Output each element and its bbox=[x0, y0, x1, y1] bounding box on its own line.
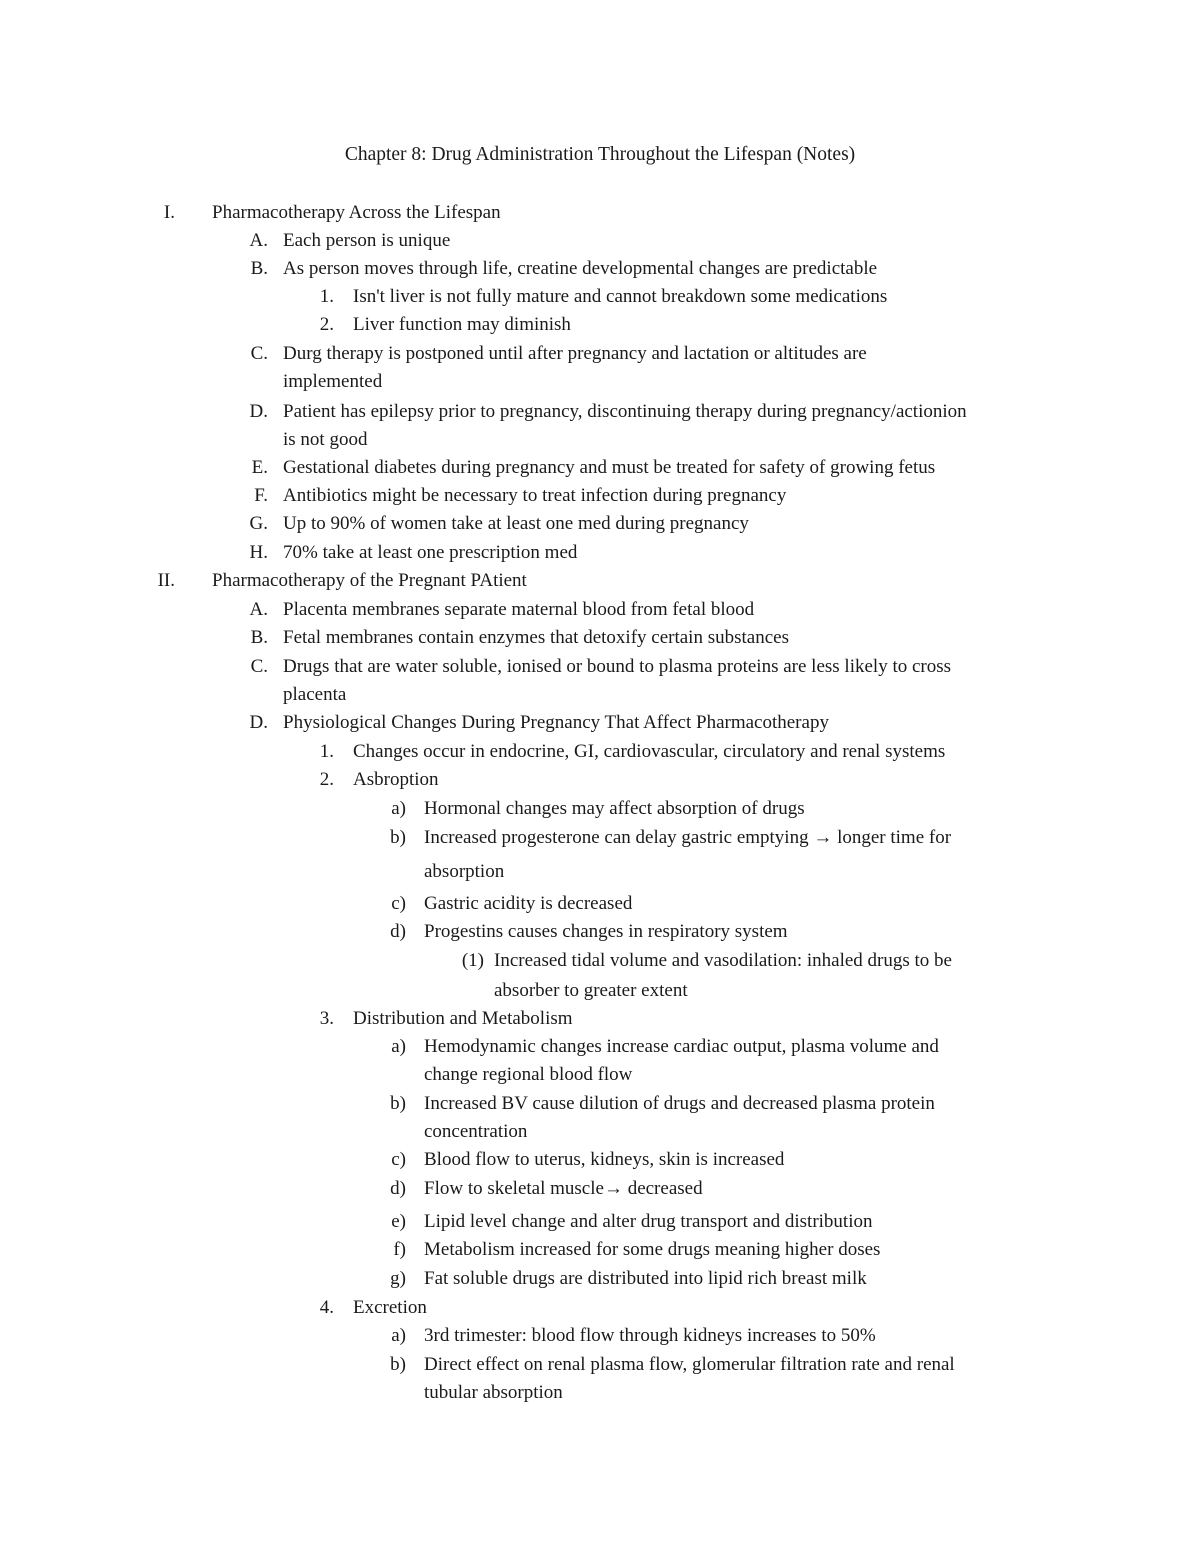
list-item: Flow to skeletal muscle→ decreased bbox=[424, 1178, 703, 1199]
outline-marker: D. bbox=[249, 401, 268, 422]
outline-marker: B. bbox=[250, 627, 268, 648]
section-heading: Pharmacotherapy of the Pregnant PAtient bbox=[212, 570, 527, 591]
outline-marker: d) bbox=[390, 1178, 406, 1199]
list-item: 70% take at least one prescription med bbox=[283, 542, 578, 563]
outline-marker: A. bbox=[249, 599, 268, 620]
outline-marker: C. bbox=[250, 656, 268, 677]
list-item-continuation: change regional blood flow bbox=[424, 1064, 633, 1085]
list-item: As person moves through life, creatine developmental changes are predictable bbox=[283, 258, 878, 279]
list-item: Up to 90% of women take at least one med during pregnancy bbox=[283, 513, 749, 534]
list-item: 3rd trimester: blood flow through kidneys increases to 50% bbox=[424, 1325, 876, 1346]
list-item-continuation: is not good bbox=[283, 429, 368, 450]
list-item-continuation: absorber to greater extent bbox=[494, 980, 688, 1001]
list-item-continuation: tubular absorption bbox=[424, 1382, 563, 1403]
outline-marker: b) bbox=[390, 1354, 406, 1375]
list-item: Asbroption bbox=[353, 769, 439, 790]
list-item: Gestational diabetes during pregnancy and must be treated for safety of growing fetus bbox=[283, 457, 936, 478]
list-item: Durg therapy is postponed until after pregnancy and lactation or altitudes are bbox=[283, 343, 867, 364]
outline-marker: (1) bbox=[461, 950, 484, 971]
outline-marker: B. bbox=[250, 258, 268, 279]
outline-marker: c) bbox=[391, 893, 406, 914]
list-item: Hormonal changes may affect absorption of drugs bbox=[424, 798, 805, 819]
list-item: Lipid level change and alter drug transport and distribution bbox=[424, 1211, 873, 1232]
outline-marker: D. bbox=[249, 712, 268, 733]
outline-marker: 2. bbox=[319, 314, 334, 335]
outline-marker: b) bbox=[390, 1093, 406, 1114]
outline-marker: 2. bbox=[319, 769, 334, 790]
outline-marker: c) bbox=[391, 1149, 406, 1170]
list-item: Increased progesterone can delay gastric emptying → longer time for bbox=[424, 827, 952, 848]
outline-marker: G. bbox=[249, 513, 268, 534]
list-item-continuation: placenta bbox=[283, 684, 347, 705]
outline-marker: g) bbox=[390, 1268, 406, 1289]
list-item: Increased tidal volume and vasodilation: inhaled drugs to be bbox=[494, 950, 952, 971]
list-item: Direct effect on renal plasma flow, glomerular filtration rate and renal bbox=[424, 1354, 955, 1375]
outline-marker: d) bbox=[390, 921, 406, 942]
outline-marker: A. bbox=[249, 230, 268, 251]
list-item-continuation: absorption bbox=[424, 861, 505, 882]
outline-marker: b) bbox=[390, 827, 406, 848]
list-item: Placenta membranes separate maternal blood from fetal blood bbox=[283, 599, 755, 620]
list-item: Fat soluble drugs are distributed into lipid rich breast milk bbox=[424, 1268, 867, 1289]
outline-marker: 3. bbox=[319, 1008, 334, 1029]
document-title: Chapter 8: Drug Administration Throughout the Lifespan (Notes) bbox=[344, 144, 856, 165]
section-heading: Pharmacotherapy Across the Lifespan bbox=[212, 202, 501, 223]
list-item: Drugs that are water soluble, ionised or bound to plasma proteins are less likely to cross bbox=[283, 656, 952, 677]
outline-marker: a) bbox=[391, 1325, 406, 1346]
outline-marker: 1. bbox=[319, 741, 334, 762]
outline-marker: H. bbox=[249, 542, 268, 563]
list-item: Increased BV cause dilution of drugs and decreased plasma protein bbox=[424, 1093, 935, 1114]
list-item: Hemodynamic changes increase cardiac output, plasma volume and bbox=[424, 1036, 939, 1057]
list-item: Antibiotics might be necessary to treat infection during pregnancy bbox=[283, 485, 787, 506]
outline-marker: a) bbox=[391, 798, 406, 819]
outline-marker: C. bbox=[250, 343, 268, 364]
list-item: Isn't liver is not fully mature and cannot breakdown some medications bbox=[353, 286, 888, 307]
outline-marker: e) bbox=[391, 1211, 406, 1232]
outline-marker: 1. bbox=[319, 286, 334, 307]
outline-marker: 4. bbox=[319, 1297, 334, 1318]
list-item: Physiological Changes During Pregnancy That Affect Pharmacotherapy bbox=[283, 712, 829, 733]
list-item: Excretion bbox=[353, 1297, 427, 1318]
outline-marker: E. bbox=[251, 457, 268, 478]
list-item: Each person is unique bbox=[283, 230, 451, 251]
list-item: Metabolism increased for some drugs meaning higher doses bbox=[424, 1239, 881, 1260]
outline-marker: I. bbox=[163, 202, 175, 223]
outline-marker: F. bbox=[254, 485, 268, 506]
list-item: Blood flow to uterus, kidneys, skin is increased bbox=[424, 1149, 785, 1170]
list-item: Distribution and Metabolism bbox=[353, 1008, 573, 1029]
list-item-continuation: implemented bbox=[283, 371, 383, 392]
list-item: Progestins causes changes in respiratory system bbox=[424, 921, 788, 942]
outline-marker: II. bbox=[157, 570, 175, 591]
list-item-continuation: concentration bbox=[424, 1121, 528, 1142]
outline-marker: a) bbox=[391, 1036, 406, 1057]
list-item: Gastric acidity is decreased bbox=[424, 893, 633, 914]
outline-marker: f) bbox=[393, 1239, 406, 1260]
list-item: Liver function may diminish bbox=[353, 314, 571, 335]
list-item: Patient has epilepsy prior to pregnancy, discontinuing therapy during pregnancy/actionion bbox=[283, 401, 967, 422]
list-item: Fetal membranes contain enzymes that detoxify certain substances bbox=[283, 627, 789, 648]
list-item: Changes occur in endocrine, GI, cardiovascular, circulatory and renal systems bbox=[353, 741, 946, 762]
